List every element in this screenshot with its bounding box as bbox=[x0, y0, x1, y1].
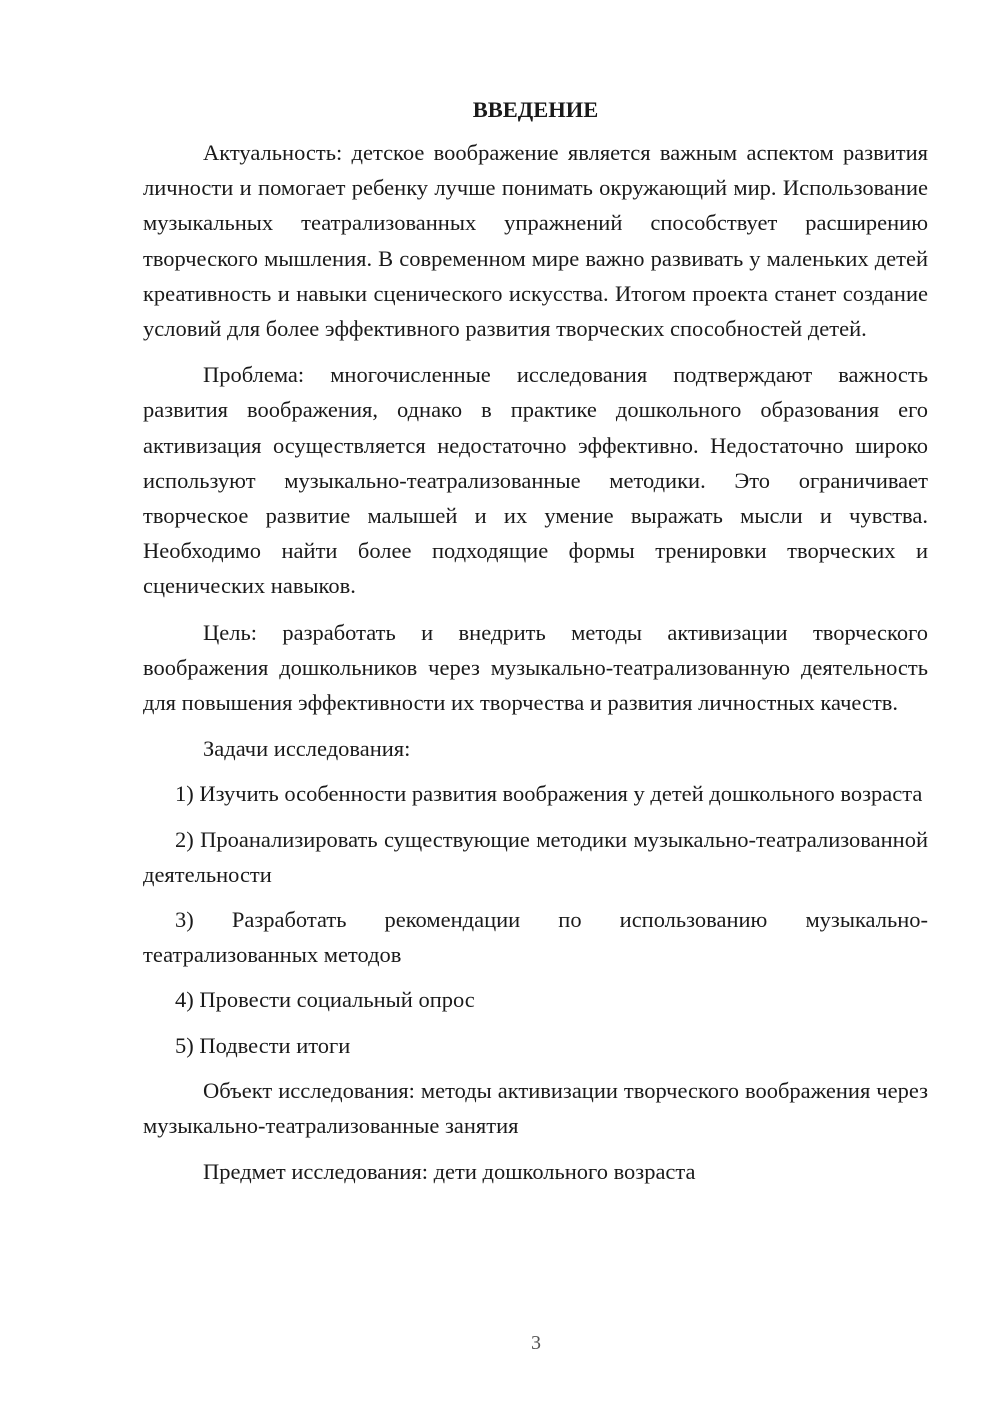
task-item-2: 2) Проанализировать существующие методики музыкально-театрализованной деятельности bbox=[143, 826, 928, 887]
paragraph-problem: Проблема: многочисленные исследования подтверждают важность развития воображения, однако в практике дошкольного образования его активизация осуществляется недостаточно эффективно. Недостаточно широко используют музыкально-театрализованные методики. Это ограничивает творческое развитие малышей и их умение выражать мысли и чувства. Необходимо найти более подходящие формы тренировки творческих и сценических навыков. bbox=[143, 362, 928, 599]
tasks-heading: Задачи исследования: bbox=[203, 736, 411, 762]
section-title: ВВЕДЕНИЕ bbox=[472, 97, 599, 122]
paragraph-goal: Цель: разработать и внедрить методы активизации творческого воображения дошкольников через музыкально-театрализованную деятельность для повышения эффективности их творчества и развития личностных качеств. bbox=[143, 619, 928, 716]
paragraph-relevance: Актуальность: детское воображение является важным аспектом развития личности и помогает ребенку лучше понимать окружающий мир. Использование музыкальных театрализованных упражнений способствует расширению творческого мышления. В современном мире важно развивать у маленьких детей креативность и навыки сценического искусства. Итогом проекта станет создание условий для более эффективного развития творческих способностей детей. bbox=[143, 140, 928, 342]
task-item-5: 5) Подвести итоги bbox=[175, 1032, 351, 1058]
document-page bbox=[143, 92, 928, 1199]
task-item-4: 4) Провести социальный опрос bbox=[175, 987, 475, 1013]
task-item-3: 3) Разработать рекомендации по использованию музыкально-театрализованных методов bbox=[143, 907, 928, 968]
paragraph-object: Объект исследования: методы активизации творческого воображения через музыкально-театрализованные занятия bbox=[143, 1077, 928, 1139]
paragraph-subject: Предмет исследования: дети дошкольного возраста bbox=[203, 1159, 696, 1185]
task-item-1: 1) Изучить особенности развития воображения у детей дошкольного возраста bbox=[175, 781, 923, 807]
page-number: 3 bbox=[531, 1332, 541, 1354]
